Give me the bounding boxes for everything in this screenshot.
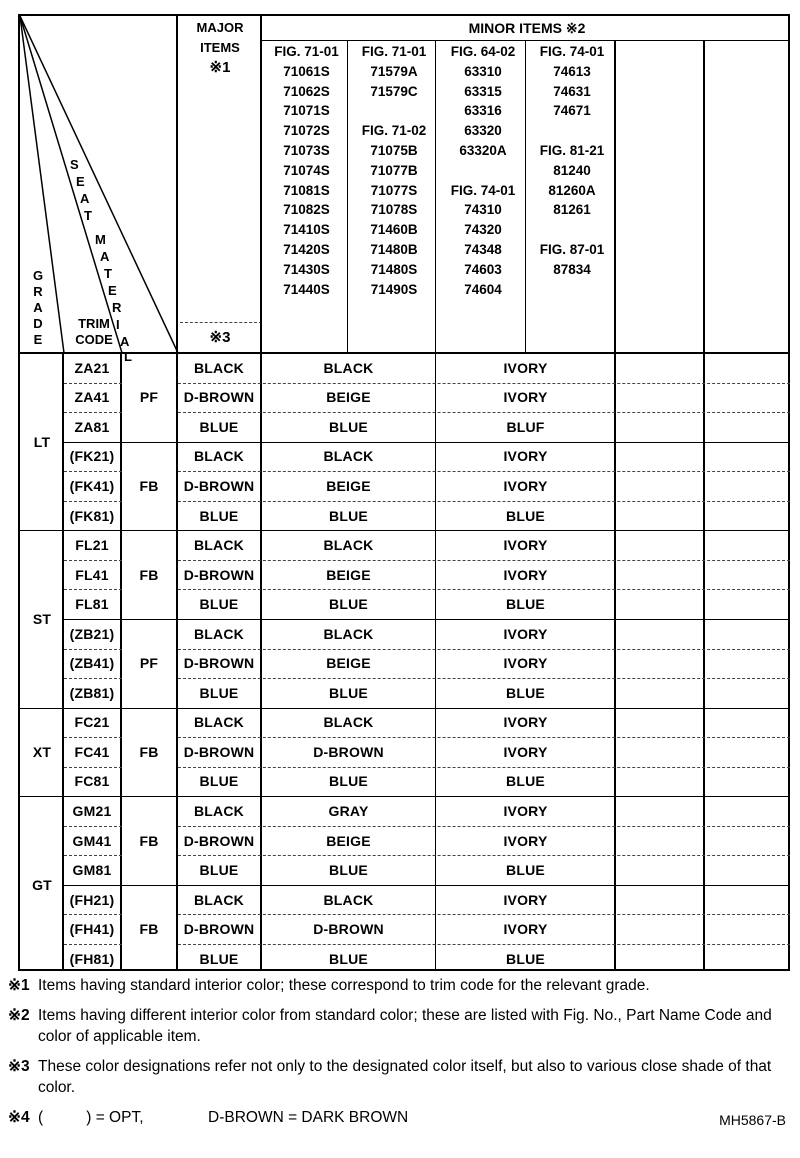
major-color-cell: BLUE bbox=[199, 596, 239, 613]
major-color-cell: BLACK bbox=[194, 891, 244, 908]
minor-color-cell: IVORY bbox=[503, 477, 548, 494]
minor-color-cell: BLUE bbox=[506, 862, 545, 879]
minor-color-cell: IVORY bbox=[503, 921, 548, 938]
trim-code-cell: (FH21) bbox=[69, 891, 115, 908]
minor-column-4 bbox=[529, 42, 615, 280]
figure-reference: FIG. 71-01 bbox=[274, 44, 339, 59]
part-code: 81260A bbox=[548, 182, 596, 198]
minor-color-cell: IVORY bbox=[503, 832, 548, 849]
minor-color-cell: IVORY bbox=[503, 891, 548, 908]
major-color-cell: BLUE bbox=[199, 507, 239, 524]
minor-color-cell: IVORY bbox=[503, 448, 548, 465]
figure-reference: FIG. 87-01 bbox=[539, 241, 605, 257]
minor-color-cell: BLUE bbox=[506, 950, 545, 967]
minor-color-cell: IVORY bbox=[503, 803, 548, 820]
document-code: MH5867-B bbox=[719, 1112, 786, 1128]
trim-code-cell: ZA81 bbox=[74, 418, 110, 435]
major-color-cell: D-BROWN bbox=[183, 832, 255, 849]
minor-color-cell: IVORY bbox=[503, 389, 548, 406]
part-code: 71440S bbox=[283, 281, 330, 297]
trim-code-cell: FC41 bbox=[74, 743, 110, 760]
minor-color-cell: D-BROWN bbox=[313, 743, 384, 760]
major-color-cell: BLUE bbox=[199, 684, 239, 701]
trim-code-cell: FC21 bbox=[74, 714, 110, 731]
trim-color-table: G R A D E TRIM CODE S E A T M A T E R I A L MAJOR ITEMS ※1 ※3 MINOR ITEMS ※2 FIG. 71-01 71061S 71062S 71071S 71072S 71073S 71074S 71081S 71082S 71410S 71420S 71430S 71440S FIG. 71-01 71579A 71579C FIG. 71-02 71075B 71077B 71077S 71078S 71460B 71480B 71480S 71490S FIG. 64-02 63310 63315 63316 63320 63320A FIG. 74-01 74310 74320 74348 74603 74604 FIG. 74-01 74613 74631 74671 FIG. 81-21 81240 81260A 81261 FIG. 87-01 87834 LT ST XT GT PF FB FB PF FB FB FB ZA21 BLACK BLACK IVORY ZA41 D-BROWN BEIGE IVORY ZA81 BLUE BLUE BLUF (FK21) BLACK BLACK IVORY (FK41) D-BROWN BEIGE IVORY (FK81) BLUE BLUE BLUE FL21 BLACK BLACK IVORY FL41 D-BROWN BEIGE IVORY FL81 BLUE BLUE BLUE (ZB21) BLACK BLACK IVORY (ZB41) D-BROWN BEIGE IVORY (ZB81) BLUE BLUE BLUE FC21 BLACK BLACK IVORY FC41 D-BROWN D-BROWN IVORY FC81 BLUE BLUE BLUE GM21 BLACK GRAY IVORY GM41 D-BROWN BEIGE IVORY GM81 BLUE BLUE BLUE (FH21) BLACK BLACK IVORY (FH41) D-BROWN D-BROWN IVORY (FH81) BLUE BLUE BLUE bbox=[18, 14, 790, 971]
part-code: 74671 bbox=[553, 103, 591, 119]
figure-reference: FIG. 71-02 bbox=[361, 123, 427, 139]
minor-color-cell: IVORY bbox=[503, 359, 548, 376]
trim-code-cell: FL41 bbox=[75, 566, 109, 583]
major-color-cell: BLACK bbox=[194, 714, 244, 731]
part-code: 71071S bbox=[283, 103, 330, 119]
major-items-header: MAJOR ITEMS ※1 bbox=[196, 20, 244, 76]
part-code: 71460B bbox=[370, 222, 418, 238]
minor-column-3 bbox=[439, 42, 527, 299]
part-code bbox=[351, 101, 437, 121]
part-code: 74613 bbox=[553, 63, 591, 79]
part-code: 74631 bbox=[553, 83, 591, 99]
minor-color-cell: BLACK bbox=[323, 891, 374, 908]
part-code: 71490S bbox=[370, 281, 418, 297]
minor-color-cell: BLACK bbox=[323, 714, 374, 731]
minor-header-divider bbox=[262, 40, 790, 41]
minor-color-cell: IVORY bbox=[503, 714, 548, 731]
trim-code-cell: (ZB81) bbox=[69, 684, 115, 701]
major-color-cell: D-BROWN bbox=[183, 743, 255, 760]
minor-color-cell: IVORY bbox=[503, 566, 548, 583]
trim-code-cell: (FH81) bbox=[69, 950, 115, 967]
minor-color-cell: BLUE bbox=[329, 507, 368, 524]
part-code: 71480S bbox=[370, 261, 418, 277]
major-color-cell: BLUE bbox=[199, 418, 239, 435]
part-code: 71072S bbox=[283, 123, 330, 139]
grade-header: G R A D E bbox=[32, 268, 44, 347]
part-code: 87834 bbox=[553, 261, 591, 277]
major-header-divider bbox=[180, 322, 262, 323]
part-code: 74320 bbox=[464, 222, 502, 238]
part-code: 63316 bbox=[464, 103, 502, 119]
minor-color-cell: BLUF bbox=[506, 418, 545, 435]
note-1: ※1 Items having standard interior color; these correspond to trim code for the relevant grade. bbox=[8, 977, 650, 994]
minor-column-2 bbox=[351, 42, 437, 299]
major-color-cell: D-BROWN bbox=[183, 655, 255, 672]
minor-color-cell: BLUE bbox=[329, 684, 368, 701]
minor-color-cell: BEIGE bbox=[326, 389, 371, 406]
seat-material-cell: FB bbox=[139, 566, 159, 583]
minor-items-header: MINOR ITEMS ※2 bbox=[468, 20, 586, 36]
part-code: 71077S bbox=[370, 182, 418, 198]
trim-code-cell: FC81 bbox=[74, 773, 110, 790]
trim-code-header: TRIM CODE bbox=[75, 316, 113, 347]
grade-cell: XT bbox=[32, 743, 52, 760]
minor-color-cell: BLUE bbox=[506, 596, 545, 613]
note-2: ※2 Items having different interior color from standard color; these are listed with Fig. No., Part Name Code and color of applicable item. bbox=[8, 1007, 772, 1045]
major-color-cell: D-BROWN bbox=[183, 566, 255, 583]
minor-color-cell: GRAY bbox=[328, 803, 369, 820]
minor-color-cell: IVORY bbox=[503, 625, 548, 642]
major-color-cell: D-BROWN bbox=[183, 921, 255, 938]
note-4: ※4 ( ) = OPT, D-BROWN = DARK BROWN bbox=[8, 1109, 409, 1126]
col-divider-minor-4 bbox=[614, 40, 616, 971]
major-color-cell: BLACK bbox=[194, 625, 244, 642]
grade-cell: LT bbox=[33, 433, 51, 450]
part-code: 71061S bbox=[283, 63, 330, 79]
part-code: 71077B bbox=[370, 162, 418, 178]
trim-code-cell: GM41 bbox=[72, 832, 112, 849]
trim-code-cell: (FK81) bbox=[69, 507, 115, 524]
trim-code-cell: (ZB21) bbox=[69, 625, 115, 642]
minor-color-cell: BEIGE bbox=[326, 477, 371, 494]
minor-color-cell: BLUE bbox=[329, 596, 368, 613]
trim-code-cell: (FH41) bbox=[69, 921, 115, 938]
part-code: 71074S bbox=[283, 162, 330, 178]
minor-color-cell: IVORY bbox=[503, 743, 548, 760]
minor-color-cell: BLACK bbox=[323, 625, 374, 642]
trim-code-cell: (FK21) bbox=[69, 448, 115, 465]
part-code: 71579C bbox=[370, 83, 418, 99]
trim-code-cell: GM81 bbox=[72, 862, 112, 879]
minor-color-cell: BLUE bbox=[329, 950, 368, 967]
part-code: 74604 bbox=[464, 281, 502, 297]
major-color-cell: D-BROWN bbox=[183, 389, 255, 406]
trim-code-cell: FL21 bbox=[75, 537, 109, 554]
minor-color-cell: BLACK bbox=[323, 448, 374, 465]
minor-color-cell: D-BROWN bbox=[313, 921, 384, 938]
part-code: 74348 bbox=[464, 241, 502, 257]
part-code: 63315 bbox=[464, 83, 502, 99]
grade-cell: ST bbox=[32, 610, 52, 627]
minor-color-cell: BLUE bbox=[329, 773, 368, 790]
part-code: 71078S bbox=[370, 202, 418, 218]
part-code: 71073S bbox=[283, 142, 330, 158]
major-color-cell: BLACK bbox=[194, 448, 244, 465]
part-code: 71579A bbox=[370, 63, 418, 79]
minor-color-cell: BEIGE bbox=[326, 566, 371, 583]
minor-color-cell: IVORY bbox=[503, 655, 548, 672]
seat-material-cell: PF bbox=[139, 655, 159, 672]
part-code: 71082S bbox=[283, 202, 330, 218]
minor-color-cell: BLUE bbox=[506, 773, 545, 790]
seat-material-cell: PF bbox=[139, 389, 159, 406]
figure-reference: FIG. 74-01 bbox=[539, 44, 605, 59]
part-code: 63310 bbox=[464, 63, 502, 79]
trim-code-cell: ZA41 bbox=[74, 389, 110, 406]
figure-reference: FIG. 74-01 bbox=[450, 182, 516, 198]
minor-column-1 bbox=[264, 42, 349, 299]
major-color-cell: BLUE bbox=[199, 773, 239, 790]
seat-material-cell: FB bbox=[139, 477, 159, 494]
part-code: 71075B bbox=[370, 142, 418, 158]
minor-color-cell: BLUE bbox=[329, 418, 368, 435]
figure-reference: FIG. 81-21 bbox=[539, 142, 605, 158]
part-code: 63320 bbox=[464, 123, 502, 139]
trim-code-cell: FL81 bbox=[75, 596, 109, 613]
trim-code-cell: (ZB41) bbox=[69, 655, 115, 672]
minor-color-cell: BLACK bbox=[323, 359, 374, 376]
col-divider-minor-3 bbox=[525, 40, 526, 353]
minor-color-cell: BLUE bbox=[329, 862, 368, 879]
part-code: 81240 bbox=[553, 162, 591, 178]
trim-code-cell: ZA21 bbox=[74, 359, 110, 376]
figure-reference: FIG. 64-02 bbox=[450, 44, 516, 59]
trim-code-cell: GM21 bbox=[72, 803, 112, 820]
seat-material-cell: FB bbox=[139, 921, 159, 938]
part-code: 63320A bbox=[459, 142, 507, 158]
part-code bbox=[529, 220, 615, 240]
col-divider-minor-2 bbox=[435, 40, 436, 971]
minor-color-cell: BEIGE bbox=[326, 832, 371, 849]
major-color-cell: BLUE bbox=[199, 950, 239, 967]
minor-color-cell: BEIGE bbox=[326, 655, 371, 672]
col-divider-minor-1 bbox=[347, 40, 348, 353]
part-code: 71480B bbox=[370, 241, 418, 257]
major-color-cell: BLACK bbox=[194, 537, 244, 554]
minor-color-cell: BLACK bbox=[323, 537, 374, 554]
trim-code-cell: (FK41) bbox=[69, 477, 115, 494]
part-code: 71081S bbox=[283, 182, 330, 198]
part-code: 71062S bbox=[283, 83, 330, 99]
minor-color-cell: BLUE bbox=[506, 684, 545, 701]
major-color-cell: BLACK bbox=[194, 359, 244, 376]
color-note-mark: ※3 bbox=[209, 329, 231, 346]
seat-material-cell: FB bbox=[139, 832, 159, 849]
minor-color-cell: BLUE bbox=[506, 507, 545, 524]
part-code: 81261 bbox=[553, 202, 591, 218]
seat-material-cell: FB bbox=[139, 743, 159, 760]
minor-color-cell: IVORY bbox=[503, 537, 548, 554]
part-code: 71420S bbox=[283, 241, 330, 257]
part-code bbox=[439, 161, 527, 181]
part-code: 74310 bbox=[464, 202, 502, 218]
grade-cell: GT bbox=[32, 876, 52, 893]
major-color-cell: BLUE bbox=[199, 862, 239, 879]
col-divider-minor-5 bbox=[703, 40, 705, 971]
part-code: 71430S bbox=[283, 261, 330, 277]
footnotes bbox=[8, 975, 788, 1128]
figure-reference: FIG. 71-01 bbox=[361, 44, 427, 59]
major-color-cell: BLACK bbox=[194, 803, 244, 820]
major-color-cell: D-BROWN bbox=[183, 477, 255, 494]
part-code: 74603 bbox=[464, 261, 502, 277]
part-code bbox=[529, 121, 615, 141]
part-code: 71410S bbox=[283, 222, 330, 238]
note-3: ※3 These color designations refer not only to the designated color itself, but also to various close shade of that color. bbox=[8, 1058, 772, 1096]
